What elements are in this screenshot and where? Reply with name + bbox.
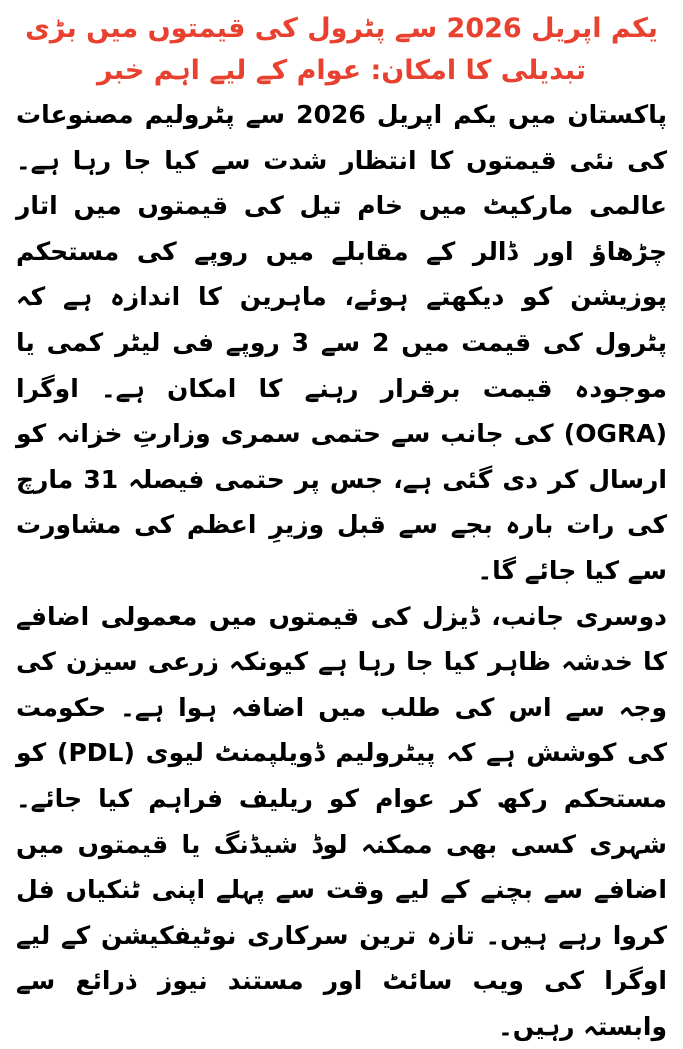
article-paragraph-2: دوسری جانب، ڈیزل کی قیمتوں میں معمولی اضافے کا خدشہ ظاہر کیا جا رہا ہے کیونکہ زرعی سیزن کی وجہ سے اس کی طلب میں اضافہ ہوا ہے۔ حکومت کی کوشش ہے کہ پیٹرولیم ڈویلپمنٹ لیوی (PDL) کو مستحکم رکھ کر عوام کو ریلیف فراہم کیا جائے۔ شہری کسی بھی ممکنہ لوڈ شیڈنگ یا قیمتوں میں اضافے سے بچنے کے لیے وقت سے پہلے اپنی ٹنکیاں فل کروا رہے ہیں۔ تازہ ترین سرکاری نوٹیفکیشن کے لیے اوگرا کی ویب سائٹ اور مستند نیوز ذرائع سے وابستہ رہیں۔	[16, 601, 668, 1041]
article-headline: یکم اپریل 2026 سے پٹرول کی قیمتوں میں بڑی تبدیلی کا امکان: عوام کے لیے اہم خبر	[25, 13, 658, 86]
article-paragraph-1: پاکستان میں یکم اپریل 2026 سے پٹرولیم مصنوعات کی نئی قیمتوں کا انتظار شدت سے کیا جا رہا ہے۔ عالمی مارکیٹ میں خام تیل کی قیمتوں میں اتار چڑھاؤ اور ڈالر کے مقابلے میں روپے کی مستحکم پوزیشن کو دیکھتے ہوئے، ماہرین کا اندازہ ہے کہ پٹرول کی قیمت میں 2 سے 3 روپے فی لیٹر کمی یا موجودہ قیمت برقرار رہنے کا امکان ہے۔ اوگرا (OGRA) کی جانب سے حتمی سمری وزارتِ خزانہ کو ارسال کر دی گئی ہے، جس پر حتمی فیصلہ 31 مارچ کی رات بارہ بجے سے قبل وزیرِ اعظم کی مشاورت سے کیا جائے گا۔	[16, 100, 667, 585]
